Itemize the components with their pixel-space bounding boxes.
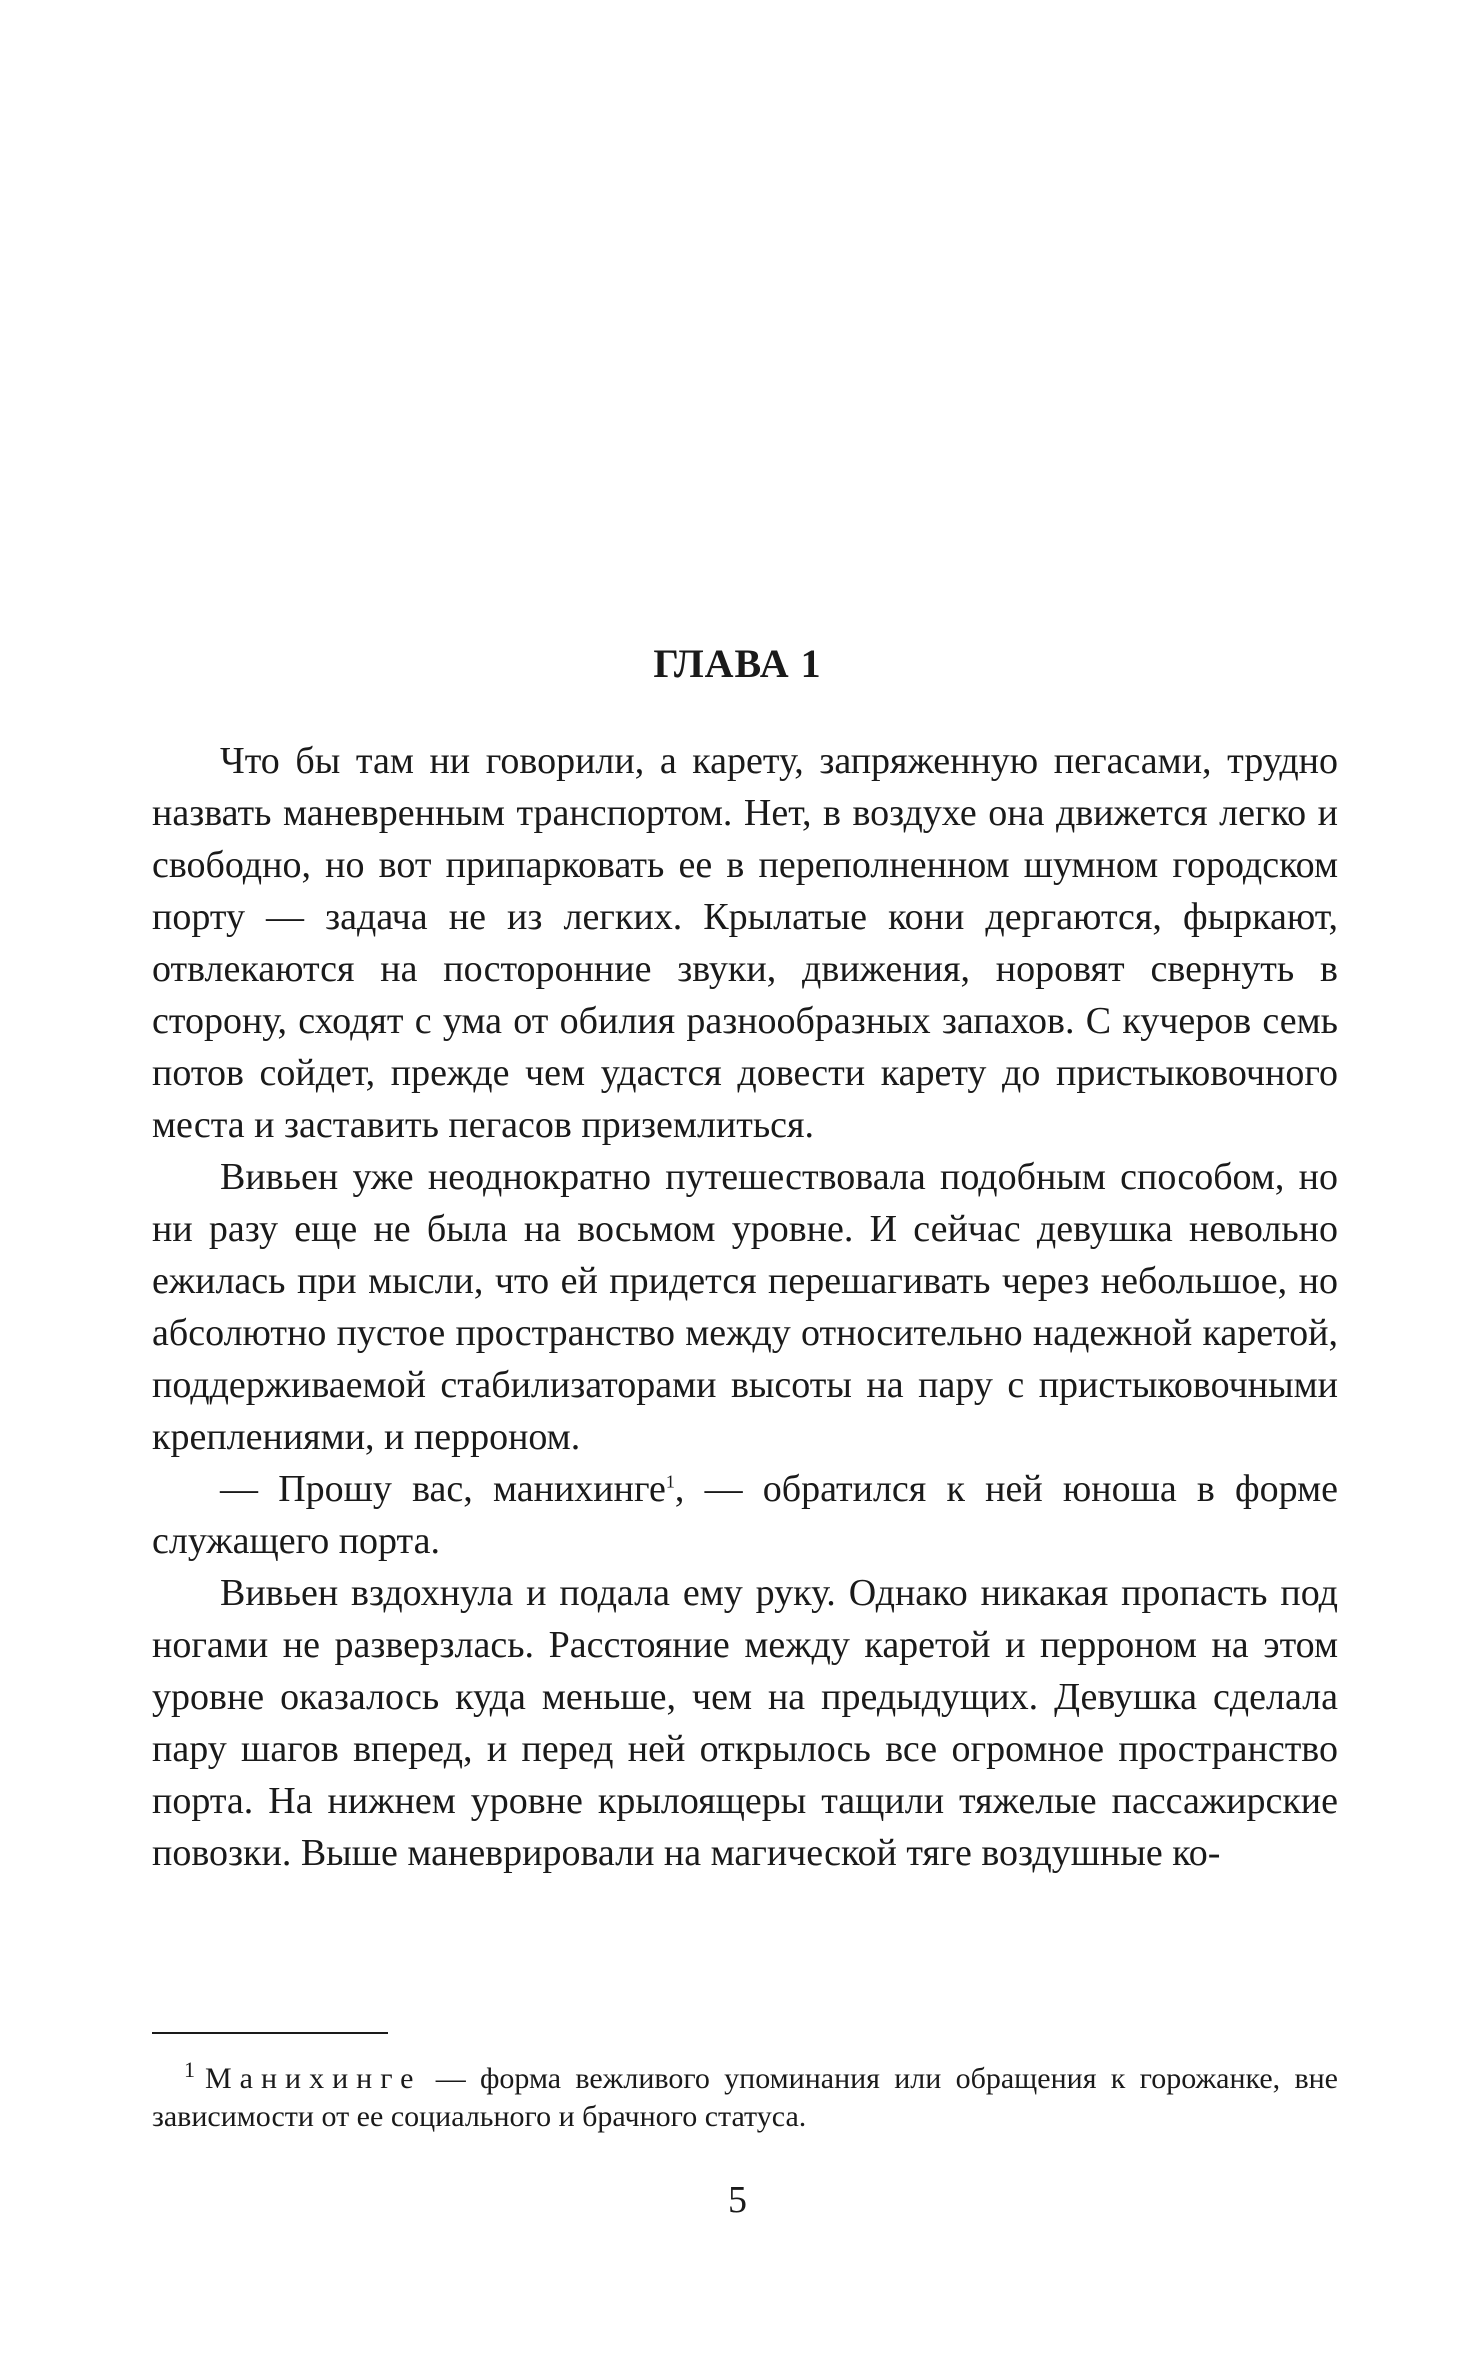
footnote-text: — форма вежливого упоминания или обращения к горожанке, вне зависимости от ее социального и брачного статуса. xyxy=(152,2062,1338,2133)
footnote-divider xyxy=(152,2032,388,2034)
footnote-number: 1 xyxy=(184,2057,195,2082)
dialogue-text: — Прошу вас, манихинге xyxy=(220,1468,666,1510)
footnote-reference: 1 xyxy=(665,1471,675,1492)
paragraph-1: Что бы там ни говорили, а карету, запряженную пегасами, трудно назвать маневренным транспортом. Нет, в воздухе она движется легко и свободно, но вот припарковать ее в переполненном шумном городском порту — задача не из легких. Крылатые кони дергаются, фыркают, отвлекаются на посторонние звуки, движения, норовят свернуть в сторону, сходят с ума от обилия разнообразных запахов. С кучеров семь потов сойдет, прежде чем удастся довести карету до пристыковочного места и заставить пегасов приземлиться. xyxy=(152,740,1338,1146)
page-number: 5 xyxy=(728,2179,747,2221)
paragraph-2: Вивьен уже неоднократно путешествовала подобным способом, но ни разу еще не была на восьмом уровне. И сейчас девушка невольно ежилась при мысли, что ей придется перешагивать через небольшое, но абсолютно пустое пространство между относительно надежной каретой, поддерживаемой стабилизаторами высоты на пару с пристыковочными креплениями, и перроном. xyxy=(152,1156,1338,1458)
chapter-body xyxy=(152,735,1338,1879)
chapter-title: ГЛАВА 1 xyxy=(653,641,822,686)
dialogue-continuation: , — обратился к ней юноша в форме служащего порта. xyxy=(152,1468,1338,1562)
footnote xyxy=(152,2057,1338,2136)
paragraph-4: Вивьен вздохнула и подала ему руку. Однако никакая пропасть под ногами не разверзлась. Расстояние между каретой и перроном на этом уровне оказалось куда меньше, чем на предыдущих. Девушка сделала пару шагов вперед, и перед ней открылось все огромное пространство порта. На нижнем уровне крылоящеры тащили тяжелые пассажирские повозки. Выше маневрировали на магической тяге воздушные ко- xyxy=(152,1572,1338,1874)
footnote-term: Манихинге xyxy=(205,2062,422,2095)
paragraph-3 xyxy=(152,1463,1338,1567)
